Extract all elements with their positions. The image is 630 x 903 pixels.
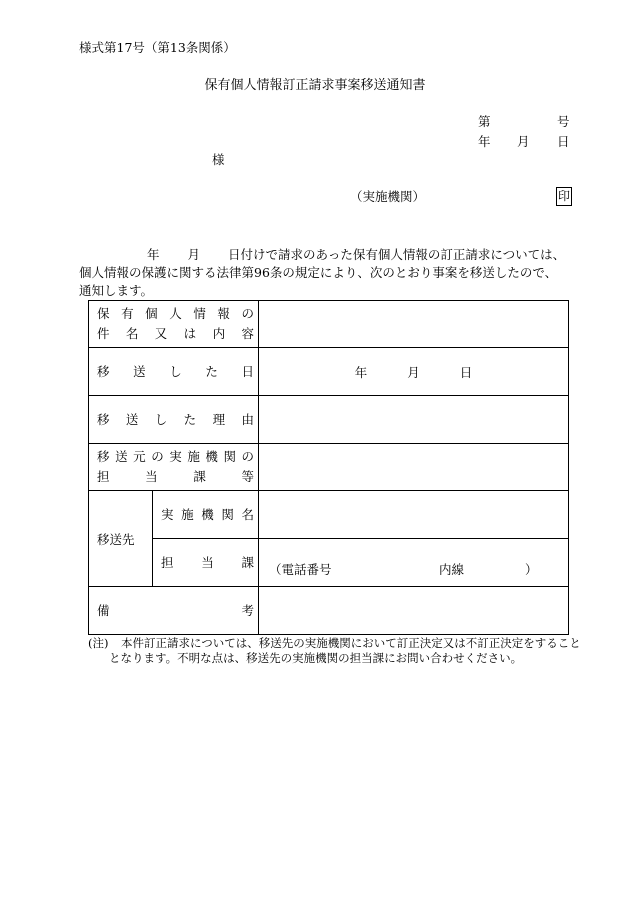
destination-section-value-cell[interactable] xyxy=(259,539,569,587)
origin-section-label-cell xyxy=(89,444,259,491)
table-row xyxy=(89,301,569,348)
origin-section-label-line-1: 移 送 元 の 実 施 機 関 の xyxy=(97,449,255,464)
recipient-honorific: 様 xyxy=(212,152,225,167)
table-row xyxy=(89,444,569,491)
body-year-label: 年 xyxy=(147,247,160,262)
destination-agency-label-cell xyxy=(153,491,259,539)
body-line-2: 個人情報の保護に関する法律第96条の規定により、次のとおり事案を移送したので、 xyxy=(79,265,558,280)
footnote-label: (注) xyxy=(88,636,109,650)
table-row xyxy=(89,348,569,396)
origin-section-value-cell[interactable] xyxy=(259,444,569,491)
destination-label-cell xyxy=(89,491,153,587)
document-number-prefix: 第 xyxy=(478,114,491,129)
destination-section-label: 担 当 課 xyxy=(161,555,255,570)
transfer-reason-label: 移 送 し た 理 由 xyxy=(97,411,254,427)
table-row xyxy=(89,587,569,635)
transfer-year-label: 年 xyxy=(354,364,368,380)
date-year-label: 年 xyxy=(478,134,491,149)
document-number-suffix: 号 xyxy=(557,114,570,129)
transfer-reason-label-cell xyxy=(89,396,259,444)
transfer-month-label: 月 xyxy=(407,364,420,380)
origin-section-label-line-2: 担 当 課 等 xyxy=(97,469,254,484)
phone-line xyxy=(265,548,562,578)
body-line-1 xyxy=(79,246,589,264)
transfer-day-label: 日 xyxy=(459,364,473,380)
phone-number-label: （電話番号 xyxy=(269,561,332,577)
destination-section-label-cell xyxy=(153,539,259,587)
document-title: 保有個人情報訂正請求事案移送通知書 xyxy=(204,78,426,93)
destination-agency-value-cell[interactable] xyxy=(259,491,569,539)
extension-label: 内線 xyxy=(439,561,465,577)
transfer-details-table xyxy=(88,300,569,635)
remarks-label-cell xyxy=(89,587,259,635)
subject-label-line-2: 件 名 又 は 内 容 xyxy=(97,326,254,341)
table-row xyxy=(89,396,569,444)
body-line-3: 通知します。 xyxy=(79,283,154,298)
date-month-label: 月 xyxy=(517,134,530,149)
date-day-label: 日 xyxy=(557,134,570,149)
transfer-reason-value-cell[interactable] xyxy=(259,396,569,444)
table-row xyxy=(89,491,569,539)
subject-label-cell xyxy=(89,301,259,348)
subject-label-line-1: 保 有 個 人 情 報 の xyxy=(97,306,254,321)
remarks-value-cell[interactable] xyxy=(259,587,569,635)
body-paragraph xyxy=(79,246,589,300)
table-row xyxy=(89,539,569,587)
body-month-label: 月 xyxy=(187,247,201,262)
transfer-date-label: 移 送 し た 日 xyxy=(97,363,255,379)
form-number: 様式第17号（第13条関係） xyxy=(79,40,236,55)
body-line-1-text: 日付けで請求のあった保有個人情報の訂正請求については、 xyxy=(228,247,566,262)
transfer-date-value-cell[interactable] xyxy=(259,348,569,396)
seal-box: 印 xyxy=(556,187,572,206)
destination-agency-label: 実 施 機 関 名 xyxy=(161,506,255,522)
sender-agency-label: （実施機関） xyxy=(350,189,426,204)
remarks-label: 備 考 xyxy=(97,602,255,618)
footnote-text: 本件訂正請求については、移送先の実施機関において訂正決定又は不訂正決定をすることとなります。不明な点は、移送先の実施機関の担当課にお問い合わせください。 xyxy=(109,636,581,665)
phone-close-paren: ） xyxy=(525,561,538,577)
subject-value-cell[interactable] xyxy=(259,301,569,348)
destination-label: 移送先 xyxy=(97,531,135,547)
transfer-date-label-cell xyxy=(89,348,259,396)
